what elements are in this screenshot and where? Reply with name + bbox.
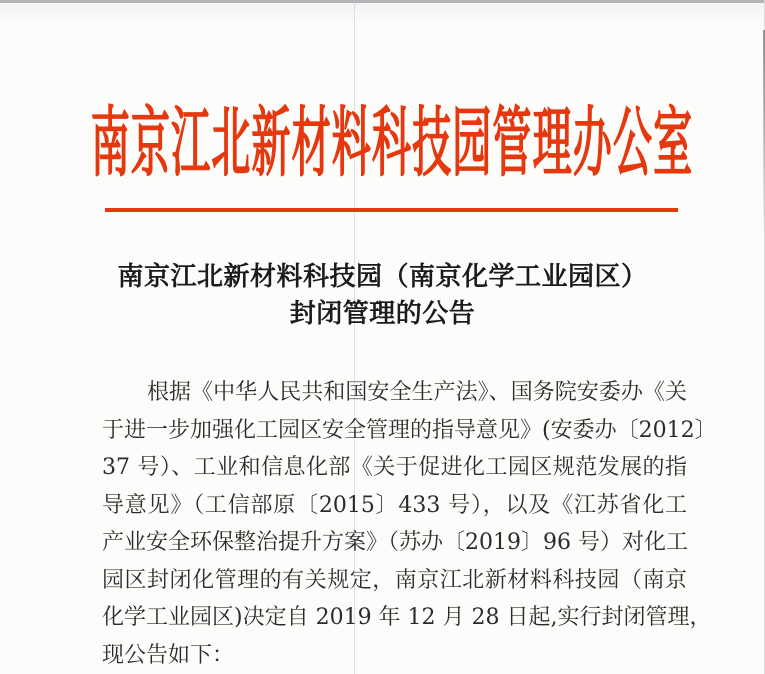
- letterhead: [0, 100, 765, 186]
- notice-title-line2: 封闭管理的公告: [289, 299, 476, 329]
- body-line: 现公告如下：: [102, 642, 235, 668]
- body-line: 导意见》（工信部原〔2015〕433 号），以及《江苏省化工: [102, 492, 687, 518]
- body-line: 于进一步加强化工园区安全管理的指导意见》(安委办〔2012〕: [102, 417, 717, 443]
- notice-title-line1: 南京江北新材料科技园（南京化学工业园区）: [117, 262, 648, 292]
- body-line: 化学工业园区)决定自 2019 年 12 月 28 日起,实行封闭管理，: [102, 605, 712, 630]
- letterhead-divider: [105, 208, 678, 212]
- body-line: 园区封闭化管理的有关规定，南京江北新材料科技园（南京: [102, 567, 687, 593]
- body-line: 产业安全环保整治提升方案》（苏办〔2019〕96 号）对化工: [102, 530, 688, 555]
- letterhead-title: 南京江北新材料科技园管理办公室: [90, 98, 693, 187]
- notice-title: [0, 259, 765, 333]
- notice-body: [102, 374, 717, 674]
- body-line: 根据《中华人民共和国安全生产法》、国务院安委办《关: [147, 380, 687, 405]
- scan-shadow-band: [0, 3, 765, 27]
- body-line: 37 号）、工业和信息化部《关于促进化工园区规范发展的指: [102, 455, 687, 480]
